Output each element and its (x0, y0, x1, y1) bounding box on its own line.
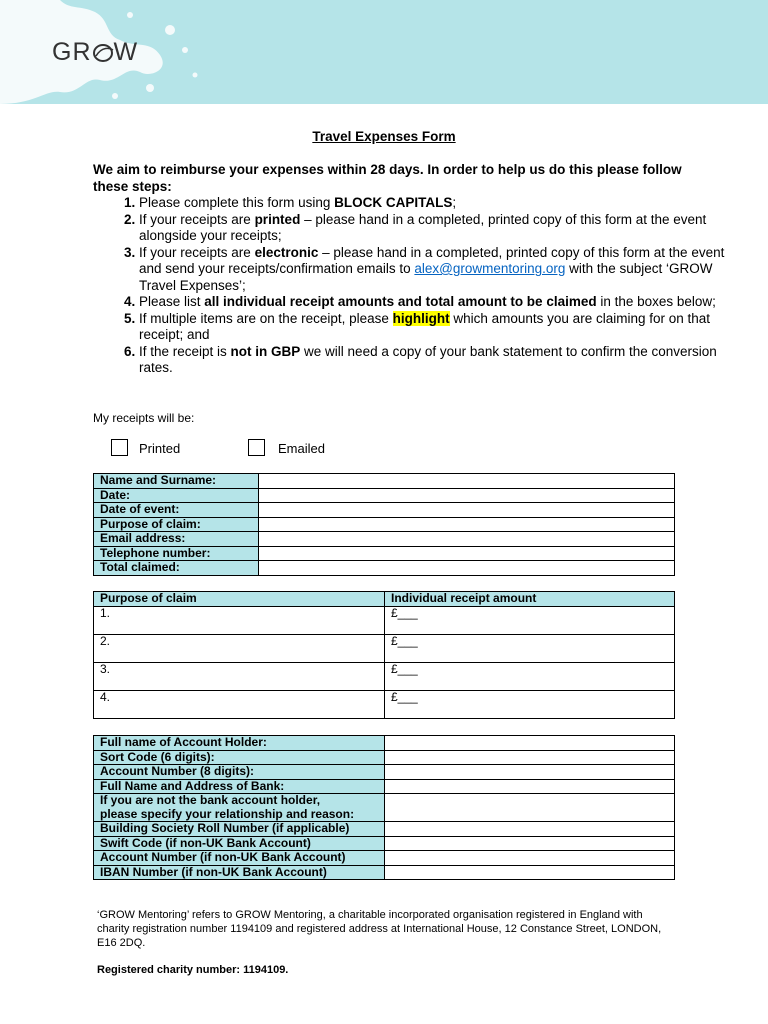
iban-field[interactable] (385, 865, 675, 880)
bank-address-field[interactable] (385, 779, 675, 794)
steps-list (93, 195, 729, 377)
bank-label: Full Name and Address of Bank: (94, 779, 385, 794)
claim-amount-cell[interactable]: £___ (385, 634, 675, 662)
purpose-header: Purpose of claim (94, 592, 385, 607)
account-number-field[interactable] (385, 765, 675, 780)
details-label: Total claimed: (94, 561, 259, 576)
telephone-field[interactable] (259, 546, 675, 561)
claims-table (93, 591, 675, 719)
step-item: 2. If your receipts are printed – please hand in a completed, printed copy of this form at the event alongside your receipts; (139, 212, 729, 245)
bank-label: IBAN Number (if non-UK Bank Account) (94, 865, 385, 880)
step-item: 6. If the receipt is not in GBP we will need a copy of your bank statement to confirm the conversion rates. (139, 344, 729, 377)
sort-code-field[interactable] (385, 750, 675, 765)
footer-text: ‘GROW Mentoring’ refers to GROW Mentoring, a charitable incorporated organisation registered in England with charity registration number 1194109 and registered address at International House, 12 Constance Street, LONDON, E16 2DQ. (97, 909, 662, 949)
bank-label: Full name of Account Holder: (94, 736, 385, 751)
claim-amount-cell[interactable]: £___ (385, 606, 675, 634)
event-date-field[interactable] (259, 503, 675, 518)
emailed-label: Emailed (278, 441, 325, 456)
logo-o-leaf-icon (92, 44, 114, 62)
details-table (93, 473, 675, 576)
receipts-label: My receipts will be: (93, 411, 195, 425)
printed-label: Printed (139, 441, 181, 456)
name-field[interactable] (259, 474, 675, 489)
claim-purpose-cell[interactable]: 3. (94, 662, 385, 690)
step-item: 4. Please list all individual receipt amounts and total amount to be claimed in the boxes below; (139, 294, 729, 311)
form-title: Travel Expenses Form (312, 129, 456, 144)
step-item: 5. If multiple items are on the receipt, please highlight which amounts you are claiming for on that receipt; and (139, 311, 729, 344)
bank-label: Account Number (if non-UK Bank Account) (94, 851, 385, 866)
highlight-word: highlight (392, 310, 450, 326)
bank-label: Building Society Roll Number (if applicable) (94, 822, 385, 837)
account-holder-field[interactable] (385, 736, 675, 751)
details-label: Date: (94, 488, 259, 503)
details-label: Purpose of claim: (94, 517, 259, 532)
swift-code-field[interactable] (385, 836, 675, 851)
claim-purpose-cell[interactable]: 4. (94, 690, 385, 718)
relationship-field[interactable] (385, 794, 675, 822)
bank-table (93, 735, 675, 880)
purpose-field[interactable] (259, 517, 675, 532)
roll-number-field[interactable] (385, 822, 675, 837)
intro-text: We aim to reimburse your expenses within 28 days. In order to help us do this please follow these steps: (93, 162, 682, 194)
step-item: 3. If your receipts are electronic – please hand in a completed, printed copy of this form at the event and send your receipts/confirmation emails to alex@growmentoring.org with the subject ‘GROW Travel Expenses’; (139, 245, 729, 295)
printed-checkbox[interactable] (111, 439, 128, 456)
email-link[interactable]: alex@growmentoring.org (414, 261, 566, 276)
details-label: Telephone number: (94, 546, 259, 561)
registered-charity-number: Registered charity number: 1194109. (97, 964, 289, 976)
details-label: Date of event: (94, 503, 259, 518)
claim-amount-cell[interactable]: £___ (385, 662, 675, 690)
non-uk-account-field[interactable] (385, 851, 675, 866)
bank-label: Swift Code (if non-UK Bank Account) (94, 836, 385, 851)
bank-label: If you are not the bank account holder, please specify your relationship and reason: (94, 794, 385, 822)
header-banner (0, 0, 768, 104)
claim-purpose-cell[interactable]: 1. (94, 606, 385, 634)
details-label: Email address: (94, 532, 259, 547)
grow-logo: GR W (52, 38, 139, 66)
bank-label: Account Number (8 digits): (94, 765, 385, 780)
amount-header: Individual receipt amount (385, 592, 675, 607)
step-item: 1. Please complete this form using BLOCK CAPITALS; (139, 195, 729, 212)
claim-amount-cell[interactable]: £___ (385, 690, 675, 718)
details-label: Name and Surname: (94, 474, 259, 489)
claim-purpose-cell[interactable]: 2. (94, 634, 385, 662)
bank-label: Sort Code (6 digits): (94, 750, 385, 765)
emailed-checkbox[interactable] (248, 439, 265, 456)
total-claimed-field[interactable] (259, 561, 675, 576)
email-field[interactable] (259, 532, 675, 547)
date-field[interactable] (259, 488, 675, 503)
